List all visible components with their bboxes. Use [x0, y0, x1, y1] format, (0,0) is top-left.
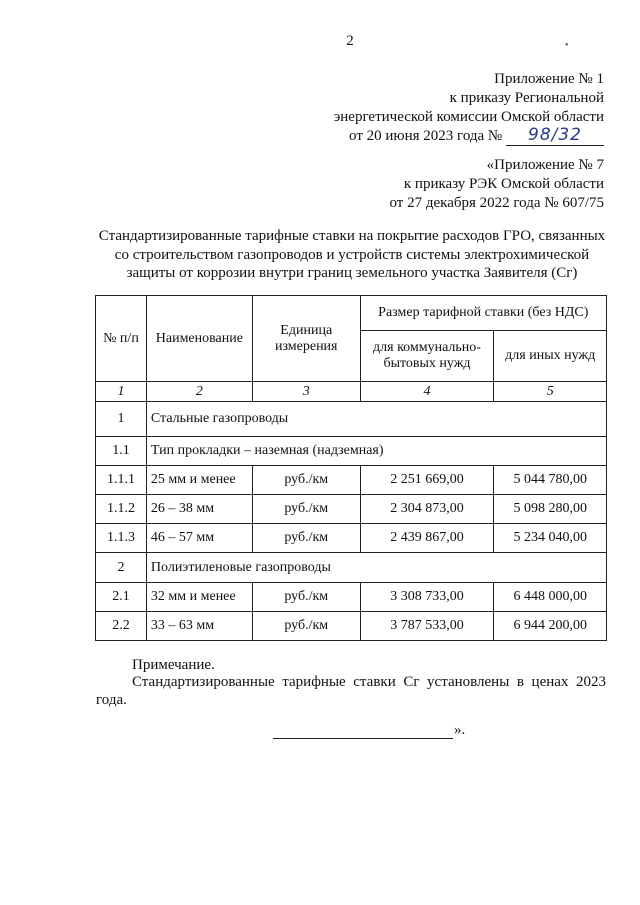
row-unit: руб./км [252, 495, 360, 524]
row-section-name: Полиэтиленовые газопроводы [146, 553, 606, 583]
closing-quote: ». [454, 722, 466, 738]
page-number: 2 [346, 33, 354, 49]
appendix-1-header [334, 70, 604, 146]
row-num: 1 [96, 402, 147, 437]
header-num: № п/п [96, 296, 147, 382]
appendix-1-date [334, 127, 604, 146]
col-number: 3 [252, 382, 360, 402]
row-section-name: Тип прокладки – наземная (надземная) [146, 437, 606, 466]
document-title [98, 227, 606, 283]
title-line2: со строительством газопроводов и устройств системы электрохимической [114, 246, 590, 263]
row-num: 1.1 [96, 437, 147, 466]
note-heading: Примечание. [132, 657, 215, 673]
appendix-7-header [389, 156, 604, 213]
row-name: 26 – 38 мм [146, 495, 252, 524]
row-other-value: 5 098 280,00 [494, 495, 607, 524]
row-communal-value: 2 251 669,00 [360, 466, 494, 495]
title-line1: Стандартизированные тарифные ставки на покрытие расходов ГРО, связанных [98, 228, 606, 244]
row-num: 2.2 [96, 612, 147, 641]
row-num: 1.1.1 [96, 466, 147, 495]
row-other-value: 5 234 040,00 [494, 524, 607, 553]
row-num: 1.1.2 [96, 495, 147, 524]
order-number-handwritten: 98/32 [506, 127, 604, 146]
row-communal-value: 2 304 873,00 [360, 495, 494, 524]
appendix-7-line1: «Приложение № 7 [486, 157, 604, 173]
row-unit: руб./км [252, 612, 360, 641]
tariff-table [95, 295, 607, 641]
row-num: 2.1 [96, 583, 147, 612]
header-other: для иных нужд [494, 331, 607, 382]
table-header-row [96, 296, 607, 331]
appendix-1-line2: к приказу Региональной [449, 90, 604, 106]
header-unit: Единица измерения [252, 296, 360, 382]
appendix-7-line3: от 27 декабря 2022 года № 607/75 [389, 195, 604, 211]
row-name: 46 – 57 мм [146, 524, 252, 553]
row-num: 1.1.3 [96, 524, 147, 553]
note-text-line2: года. [96, 692, 127, 708]
table-row [96, 612, 607, 641]
table-row [96, 437, 607, 466]
table-row [96, 495, 607, 524]
row-communal-value: 3 787 533,00 [360, 612, 494, 641]
header-communal: для коммунально-бытовых нужд [360, 331, 494, 382]
row-unit: руб./км [252, 466, 360, 495]
appendix-1-date-prefix: от 20 июня 2023 года № [349, 128, 503, 144]
row-section-name: Стальные газопроводы [146, 402, 606, 437]
row-unit: руб./км [252, 524, 360, 553]
signature-line [273, 738, 453, 739]
table-row [96, 524, 607, 553]
row-name: 25 мм и менее [146, 466, 252, 495]
column-number-row [96, 382, 607, 402]
col-number: 4 [360, 382, 494, 402]
header-rate: Размер тарифной ставки (без НДС) [360, 296, 606, 331]
table-row [96, 402, 607, 437]
appendix-1-line3: энергетической комиссии Омской области [333, 109, 604, 125]
row-communal-value: 2 439 867,00 [360, 524, 494, 553]
row-num: 2 [96, 553, 147, 583]
row-name: 33 – 63 мм [146, 612, 252, 641]
col-number: 5 [494, 382, 607, 402]
row-other-value: 6 448 000,00 [494, 583, 607, 612]
appendix-7-line2: к приказу РЭК Омской области [403, 176, 604, 192]
scan-dot: • [565, 40, 569, 51]
note-text-line1: Стандартизированные тарифные ставки Сг установлены в ценах 2023 [132, 674, 606, 690]
col-number: 1 [96, 382, 147, 402]
row-unit: руб./км [252, 583, 360, 612]
table-row [96, 553, 607, 583]
table-row [96, 583, 607, 612]
title-line3: защиты от коррозии внутри границ земельного участка Заявителя (Сг) [126, 265, 578, 281]
appendix-1-line1: Приложение № 1 [494, 71, 604, 87]
row-other-value: 6 944 200,00 [494, 612, 607, 641]
header-name: Наименование [146, 296, 252, 382]
row-name: 32 мм и менее [146, 583, 252, 612]
table-row [96, 466, 607, 495]
row-communal-value: 3 308 733,00 [360, 583, 494, 612]
col-number: 2 [146, 382, 252, 402]
row-other-value: 5 044 780,00 [494, 466, 607, 495]
